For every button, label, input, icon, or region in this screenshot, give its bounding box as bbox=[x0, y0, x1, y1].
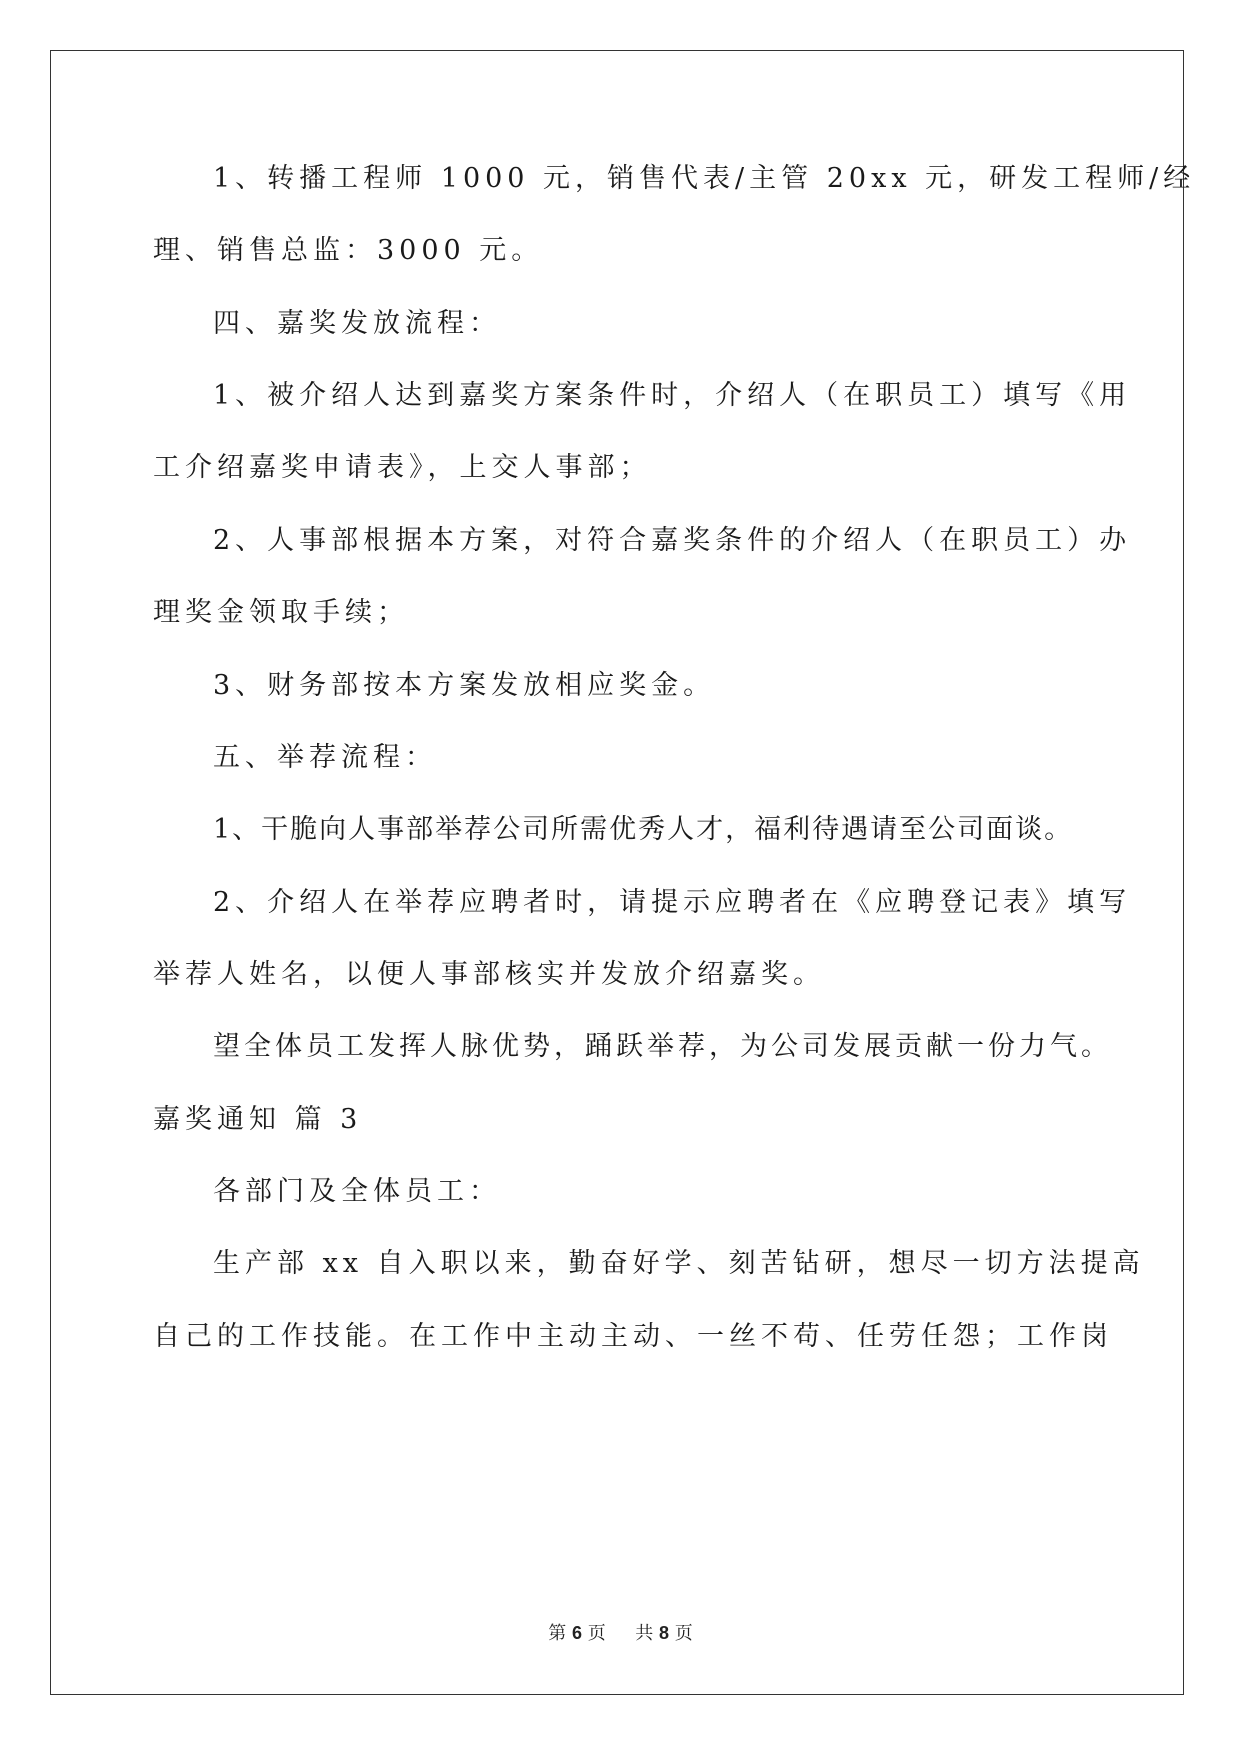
page-border bbox=[50, 50, 1184, 1695]
paragraph-line: 举荐人姓名，以便人事部核实并发放介绍嘉奖。 bbox=[153, 959, 825, 990]
page-footer bbox=[0, 1619, 1241, 1645]
paragraph-line: 1、转播工程师 1000 元，销售代表/主管 20xx 元，研发工程师/经 bbox=[213, 163, 1196, 194]
page-label-prefix: 第 bbox=[548, 1623, 567, 1644]
paragraph-line: 工介绍嘉奖申请表》，上交人事部； bbox=[153, 452, 652, 483]
paragraph-line: 2、人事部根据本方案，对符合嘉奖条件的介绍人（在职员工）办 bbox=[213, 525, 1132, 556]
total-page-number: 8 bbox=[658, 1623, 669, 1643]
paragraph-line: 1、被介绍人达到嘉奖方案条件时，介绍人（在职员工）填写《用 bbox=[213, 380, 1132, 411]
total-label-suffix: 页 bbox=[674, 1623, 693, 1644]
page-label-suffix: 页 bbox=[587, 1623, 606, 1644]
paragraph-line: 生产部 xx 自入职以来，勤奋好学、刻苦钻研，想尽一切方法提高 bbox=[213, 1248, 1145, 1279]
paragraph-line: 1、干脆向人事部举荐公司所需优秀人才，福利待遇请至公司面谈。 bbox=[213, 814, 1074, 845]
current-page-number: 6 bbox=[572, 1623, 583, 1643]
paragraph-line: 理奖金领取手续； bbox=[153, 597, 409, 628]
paragraph-line: 3、财务部按本方案发放相应奖金。 bbox=[213, 670, 716, 701]
article-heading: 嘉奖通知 篇 3 bbox=[153, 1104, 363, 1135]
paragraph-line: 望全体员工发挥人脉优势，踊跃举荐，为公司发展贡献一份力气。 bbox=[213, 1031, 1112, 1062]
section-heading: 四、嘉奖发放流程： bbox=[213, 308, 501, 339]
greeting-line: 各部门及全体员工： bbox=[213, 1176, 501, 1207]
paragraph-line: 自己的工作技能。在工作中主动主动、一丝不苟、任劳任怨；工作岗 bbox=[153, 1321, 1113, 1352]
paragraph-line: 2、介绍人在举荐应聘者时，请提示应聘者在《应聘登记表》填写 bbox=[213, 887, 1132, 918]
total-label-prefix: 共 bbox=[635, 1623, 654, 1644]
paragraph-line: 理、销售总监：3000 元。 bbox=[153, 235, 544, 266]
section-heading: 五、举荐流程： bbox=[213, 742, 437, 773]
